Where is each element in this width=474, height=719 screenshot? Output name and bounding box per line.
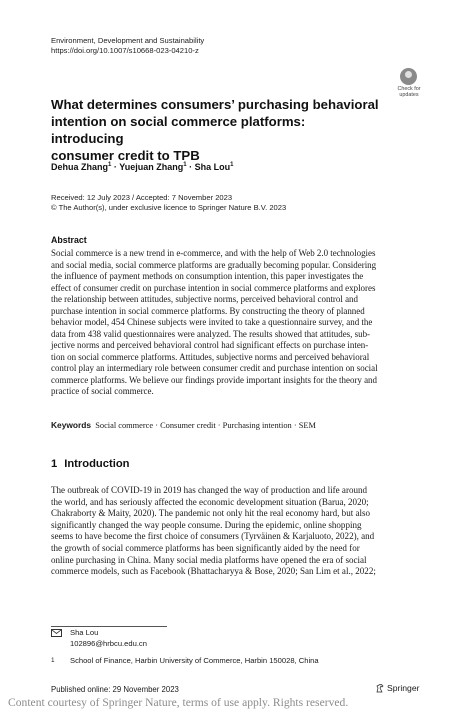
corresponding-name: Sha Lou xyxy=(70,628,99,637)
check-for-updates-badge[interactable] xyxy=(392,68,426,104)
corresponding-email[interactable]: 102896@hrbcu.edu.cn xyxy=(70,639,147,648)
paper-title: What determines consumers’ purchasing behavioral intention on social commerce platforms: introducing consumer credit to TPB xyxy=(51,97,379,163)
check-updates-label: Check for updates xyxy=(397,86,421,98)
section-heading: 1 Introduction xyxy=(51,458,130,470)
abstract-body: Social commerce is a new trend in e-commerce, and with the help of Web 2.0 technologies and social media, social commerce platforms are gradually becoming popular. Considering the influence of payment methods on consumption intention, this paper investigates the effect of consumer credit on purchase intention in social commerce platforms and explores the relationship between attitudes, subjective norms, perceived behavioral control and purchase intention in social commerce platforms. By constructing the theory of planned behavior model, 454 Chinese subjects were invited to take a questionnaire survey, and the data from 438 valid questionnaires were analyzed. The results showed that attitudes, sub- jective norms and perceived behavioral control had significant effects on purchase inten- tion on social commerce platforms. Attitudes, subjective norms and perceived behavioral control play an intermediary role between consumer credit and purchase intention on social commerce platforms. We believe our findings provide important insights for the theory and practice of social commerce. xyxy=(51,248,378,396)
springer-horse-icon xyxy=(376,684,384,693)
keywords-label: Keywords xyxy=(51,420,92,430)
doi-link[interactable]: https://doi.org/10.1007/s10668-023-04210-z xyxy=(51,46,199,55)
received-accepted: Received: 12 July 2023 / Accepted: 7 November 2023 xyxy=(51,193,233,202)
springer-logo xyxy=(376,683,419,693)
keywords-text: Social commerce · Consumer credit · Purchasing intention · SEM xyxy=(95,421,316,430)
author-list: Dehua Zhang$^1$ · Yuejuan Zhang$^1$ · Sha Lou$^1$ xyxy=(51,162,234,172)
author-name[interactable]: Yuejuan Zhang xyxy=(119,162,184,172)
introduction-body: The outbreak of COVID-19 in 2019 has changed the way of production and life around the world, and has seriously affected the economic development situation (Barua, 2020; Chakraborty & Maity, 2020). The pandemic not only hit the real economy hard, but also significantly changed the way people consume. During the epidemic, online shopping seems to have become the first choice of consumers (Tyrväinen & Karjaluoto, 2022), and the growth of social commerce platforms has been significantly aided by the need for online purchasing in China. Many social media platforms have opened the era of social commerce models, such as Facebook (Bhattacharyya & Bose, 2020; San Lim et al., 2022; xyxy=(51,485,376,577)
copyright-line: © The Author(s), under exclusive licence to Springer Nature B.V. 2023 xyxy=(51,203,287,212)
affiliation-number: 1 xyxy=(51,657,55,664)
article-dates xyxy=(51,193,286,213)
journal-header xyxy=(51,36,204,56)
author-name[interactable]: Dehua Zhang xyxy=(51,162,109,172)
keywords-line xyxy=(51,420,424,430)
check-updates-icon xyxy=(400,68,417,85)
courtesy-watermark: Content courtesy of Springer Nature, terms of use apply. Rights reserved. xyxy=(8,696,349,709)
published-date: Published online: 29 November 2023 xyxy=(51,685,179,694)
author-name[interactable]: Sha Lou xyxy=(194,162,231,172)
affiliation-text: School of Finance, Harbin University of Commerce, Harbin 150028, China xyxy=(70,656,319,665)
corresponding-author xyxy=(70,627,147,649)
envelope-icon xyxy=(51,629,62,637)
abstract-heading: Abstract xyxy=(51,235,87,245)
publisher-name: Springer xyxy=(387,683,420,693)
journal-name: Environment, Development and Sustainability xyxy=(51,36,205,45)
